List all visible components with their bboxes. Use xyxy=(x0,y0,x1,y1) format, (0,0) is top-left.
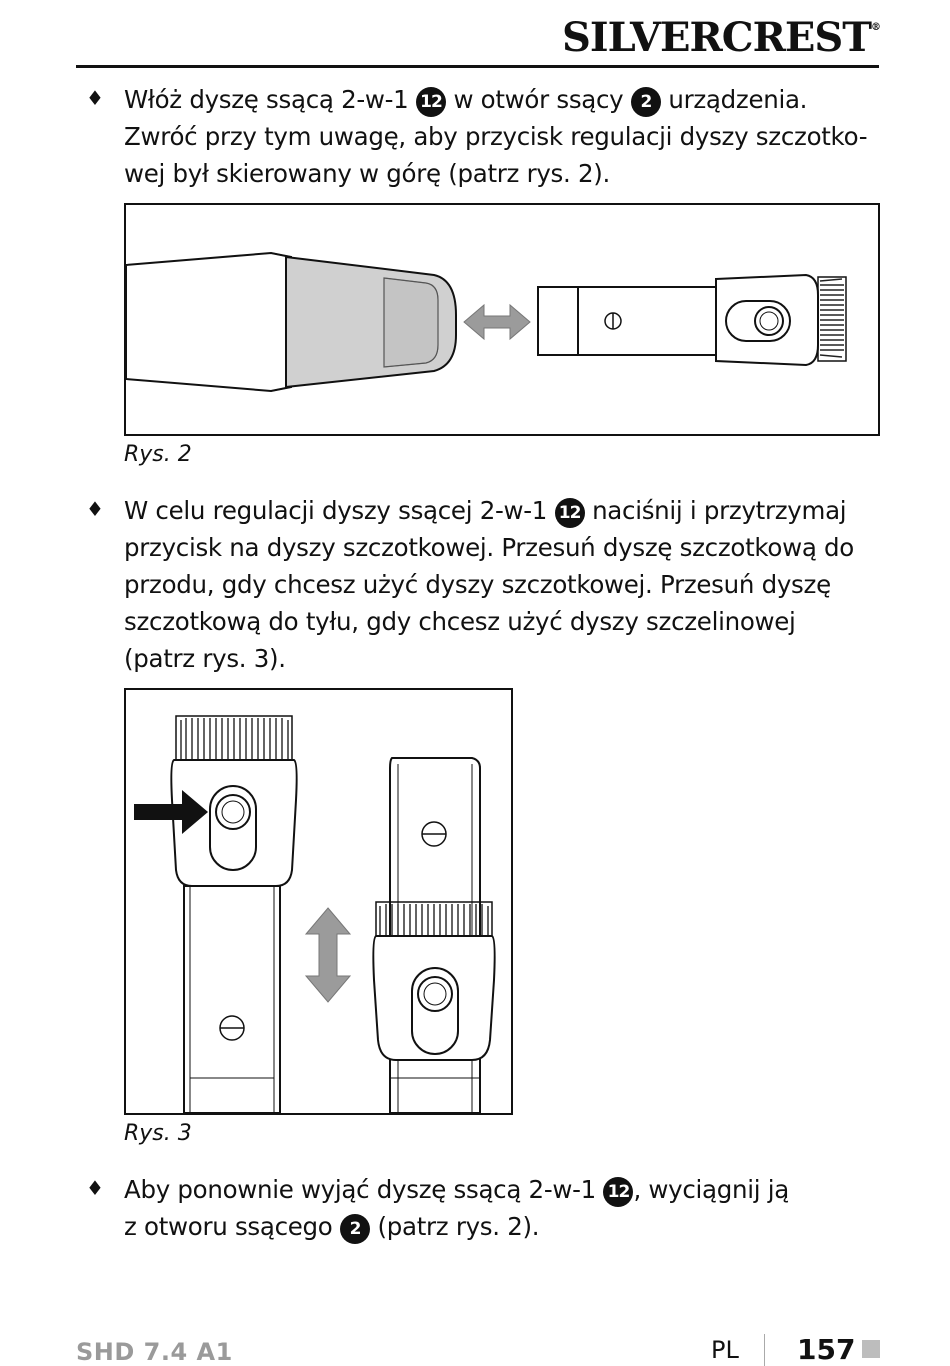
text-run: Włóż dyszę ssącą 2-w-1 xyxy=(124,85,416,114)
text-run: W celu regulacji dyszy ssącej 2-w-1 xyxy=(124,496,555,525)
instruction-3 xyxy=(124,1171,864,1245)
text-run: przycisk na dyszy szczotkowej. Przesuń dyszę szczotkową do xyxy=(124,533,854,562)
text-line xyxy=(124,492,864,529)
text-run: (patrz rys. 2). xyxy=(369,1212,540,1241)
text-line xyxy=(124,566,864,603)
text-line xyxy=(124,155,864,192)
text-line xyxy=(124,118,868,155)
text-line xyxy=(124,1171,864,1208)
header-rule xyxy=(76,65,879,68)
text-run: (patrz rys. 3). xyxy=(124,644,286,673)
reference-number-badge: 12 xyxy=(603,1177,633,1207)
text-run: szczotkową do tyłu, gdy chcesz użyć dyszy szczelinowej xyxy=(124,607,796,636)
text-run: w otwór ssący xyxy=(445,85,631,114)
footer-square xyxy=(862,1340,880,1358)
page-number: 157 xyxy=(797,1333,856,1366)
text-run: z otworu ssącego xyxy=(124,1212,340,1241)
text-line xyxy=(124,603,864,640)
text-run: przodu, gdy chcesz użyć dyszy szczotkowej. Przesuń dyszę xyxy=(124,570,831,599)
brand-logo: SILVERCREST® xyxy=(562,14,880,61)
figure-3 xyxy=(124,688,513,1115)
reference-number-badge: 2 xyxy=(340,1214,370,1244)
bullet-3: ♦ xyxy=(86,1176,104,1200)
reference-number-badge: 12 xyxy=(555,498,585,528)
text-run: Aby ponownie wyjąć dyszę ssącą 2-w-1 xyxy=(124,1175,604,1204)
text-run: wej był skierowany w górę (patrz rys. 2). xyxy=(124,159,611,188)
fig3-illustration xyxy=(126,690,511,1113)
text-run: naciśnij i przytrzymaj xyxy=(584,496,847,525)
text-line xyxy=(124,529,864,566)
figure-2-caption: Rys. 2 xyxy=(124,442,192,467)
text-line xyxy=(124,81,864,118)
text-run: , wyciągnij ją xyxy=(633,1175,789,1204)
bullet-1: ♦ xyxy=(86,86,104,110)
text-run: urządzenia. xyxy=(660,85,808,114)
bullet-2: ♦ xyxy=(86,497,104,521)
instruction-1 xyxy=(124,81,868,192)
reference-number-badge: 12 xyxy=(416,87,446,117)
instruction-2 xyxy=(124,492,864,677)
reference-number-badge: 2 xyxy=(631,87,661,117)
footer-model: SHD 7.4 A1 xyxy=(76,1338,233,1366)
figure-2 xyxy=(124,203,880,436)
text-line xyxy=(124,640,864,677)
footer-language: PL xyxy=(711,1336,739,1364)
footer-separator xyxy=(764,1334,765,1366)
text-run: Zwróć przy tym uwagę, aby przycisk regulacji dyszy szczotko- xyxy=(124,122,868,151)
text-line xyxy=(124,1208,864,1245)
fig2-illustration xyxy=(126,205,878,434)
figure-3-caption: Rys. 3 xyxy=(124,1121,192,1146)
